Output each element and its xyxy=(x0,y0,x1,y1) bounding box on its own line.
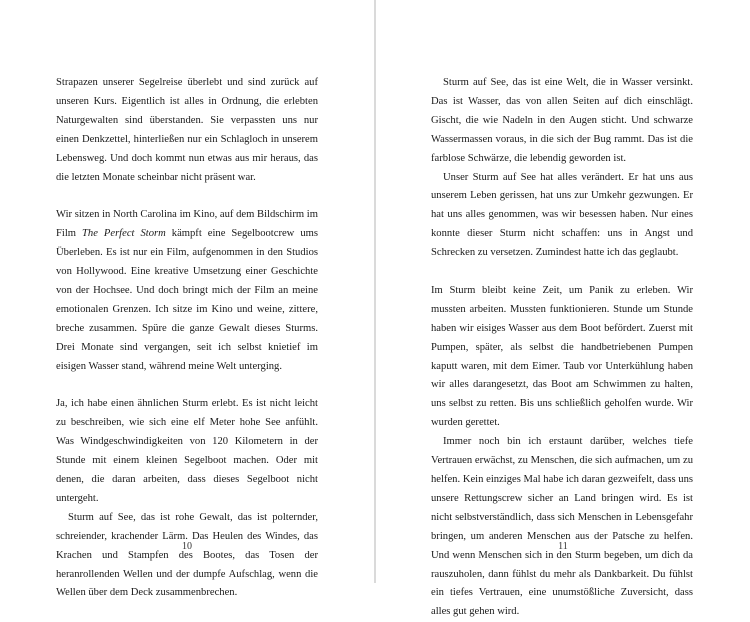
paragraph: Sturm auf See, das ist rohe Gewalt, das ist polternder, schreiender, krachender Lärm. Das Heulen des Windes, das Krachen und Stampfen des Bootes, das Tosen der heranrollenden Wellen und der dumpfe Aufschlag, wenn die Wellen über dem Deck zusammenbrechen. xyxy=(56,511,318,599)
paragraph: Immer noch bin ich erstaunt darüber, welches tiefe Vertrauen erwächst, zu Menschen, die sich aufmachen, um zu helfen. Kein einziges Mal habe ich daran gezweifelt, dass uns unsere Rettungscrew sicher an Land bringen wird. Es ist nicht selbstverständlich, dass sich Menschen in Lebensgefahr bringen, um anderen Menschen aus der Patsche zu helfen. Und wenn Menschen sich in den Sturm begeben, um dich da rauszuholen, dann fühlst du mehr als Dankbarkeit. Du fühlst ein tiefes Vertrauen, eine unumstößliche Zuversicht, dass alles gut gehen wird. xyxy=(431,436,693,618)
right-page-text xyxy=(431,74,693,622)
right-page xyxy=(376,0,750,618)
film-title: The Perfect Storm xyxy=(82,228,166,240)
paragraph: Unser Sturm auf See hat alles verändert. Er hat uns aus unserem Leben gerissen, hat uns zur Umkehr gezwungen. Er hat uns alles genommen, was wir besessen haben. Nur eines konnte dieser Sturm nicht schaffen: uns in Angst und Schrecken zu versetzen. Zumindest hatte ich das geglaubt. xyxy=(431,171,693,259)
paragraph-text: Wir sitzen in North Carolina im Kino, auf dem Bildschirm im Film xyxy=(56,209,318,240)
page-number: 10 xyxy=(182,541,192,552)
page-number: 11 xyxy=(558,541,568,552)
paragraph xyxy=(56,206,318,376)
paragraph: Sturm auf See, das ist eine Welt, die in Wasser versinkt. Das ist Wasser, das von allen Seiten auf dich einschlägt. Gischt, die wie Nadeln in den Augen sticht. Und schwarze Wassermassen voraus, in die sich der Bug rammt. Das ist die farblose Schwärze, die lebendig geworden ist. xyxy=(431,77,693,164)
left-page xyxy=(0,0,374,599)
paragraph: Im Sturm bleibt keine Zeit, um Panik zu erleben. Wir mussten arbeiten. Mussten funktionieren. Stunde um Stunde haben wir eisiges Wasser aus dem Boot befördert. Zuerst mit Pumpen, später, als selbst die handbetriebenen Pumpen kaputt waren, mit dem Eimer. Taub vor Unterkühlung haben wir alles darangesetzt, das Boot am Schwimmen zu halten, uns selbst zu retten. Bis uns schließlich geholfen wurde. Wir wurden gerettet. xyxy=(431,284,693,429)
paragraph: Strapazen unserer Segelreise überlebt und sind zurück auf unseren Kurs. Eigentlich ist alles in Ordnung, die erlebten Naturgewalten sind überstanden. Sie verpassten uns nur einen Denkzettel, hinterließen nur ein Schlagloch in unserem Lebensweg. Und doch kommt nun etwas aus mir heraus, das die letzten Monate scheinbar nicht präsent war. xyxy=(56,77,318,183)
paragraph-text: kämpft eine Segelbootcrew ums Überleben. Es ist nur ein Film, aufgenommen in den Studios von Hollywood. Eine kreative Umsetzung einer Geschichte von der Hochsee. Und doch bringt mich der Film an meine emotionalen Grenzen. Ich sitze im Kino und weine, zittere, breche zusammen. Spüre die ganze Gewalt dieses Sturms. Drei Monate sind vergangen, seit ich selbst knietief im eisigen Wasser stand, während meine Welt unterging. xyxy=(56,228,318,372)
left-page-text xyxy=(56,74,318,603)
paragraph: Ja, ich habe einen ähnlichen Sturm erlebt. Es ist nicht leicht zu beschreiben, wie sich eine elf Meter hohe See anfühlt. Was Windgeschwindigkeiten von 120 Kilometern in der Stunde mit einem kleinen Segelboot machen. Oder mit denen, die daran arbeiten, dass dieses Segelboot nicht untergeht. xyxy=(56,398,318,504)
